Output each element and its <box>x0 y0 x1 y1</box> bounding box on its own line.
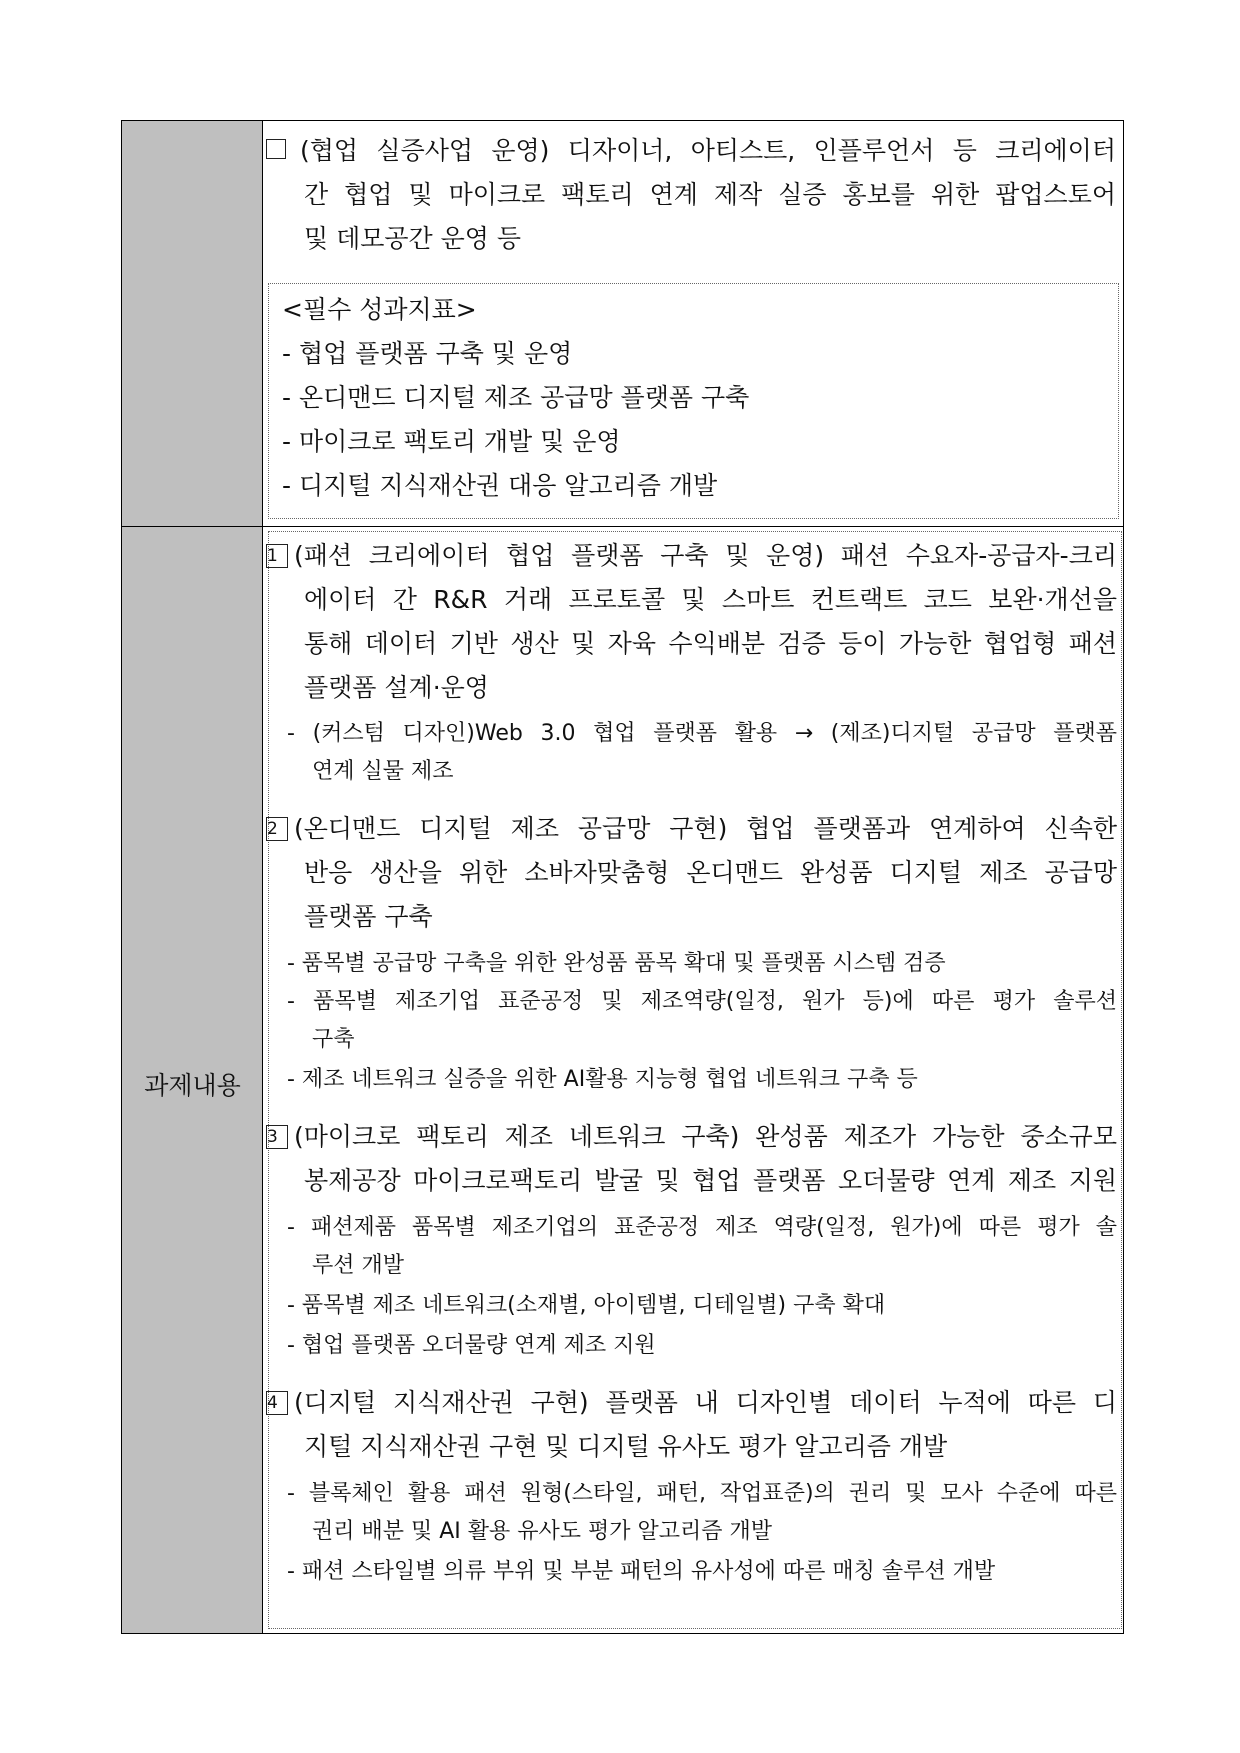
kpi-item: - 온디맨드 디지털 제조 공급망 플랫폼 구축 <box>282 383 750 412</box>
section-1-line: 에이터 간 R&R 거래 프로토콜 및 스마트 컨트랙트 코드 보완·개선을 <box>304 585 1117 614</box>
section-2-bullet: - 품목별 공급망 구축을 위한 완성품 품목 확대 및 플랫폼 시스템 검증 <box>287 951 946 976</box>
kpi-item: - 마이크로 팩토리 개발 및 운영 <box>282 427 621 456</box>
section-1-bullet: - (커스텀 디자인)Web 3.0 협업 플랫폼 활용 → (제조)디지털 공급망 플랫폼 <box>287 721 1117 746</box>
number-box-icon: 1 <box>266 544 288 568</box>
section-3-line: 3 (마이크로 팩토리 제조 네트워크 구축) 완성품 제조가 가능한 중소규모 <box>267 1122 1117 1151</box>
section-3-bullet: - 패션제품 품목별 제조기업의 표준공정 제조 역량(일정, 원가)에 따른 평가 솔 <box>287 1215 1117 1240</box>
section-3-bullet: - 협업 플랫폼 오더물량 연계 제조 지원 <box>287 1333 656 1358</box>
intro-paragraph <box>266 129 1116 173</box>
section-4-bullet-cont: 권리 배분 및 AI 활용 유사도 평가 알고리즘 개발 <box>312 1519 773 1544</box>
section-2-line: 2 (온디맨드 디지털 제조 공급망 구현) 협업 플랫폼과 연계하여 신속한 <box>267 814 1117 843</box>
section-3-bullet: - 품목별 제조 네트워크(소재별, 아이템별, 디테일별) 구축 확대 <box>287 1293 886 1318</box>
intro-paragraph-cont <box>304 217 1116 261</box>
number-box-icon: 2 <box>266 817 288 841</box>
intro-line: (협업 실증사업 운영) 디자이너, 아티스트, 인플루언서 등 크리에이터 <box>300 136 1116 165</box>
section-2-line: 플랫폼 구축 <box>304 902 433 931</box>
section-4-line: 지털 지식재산권 구현 및 디지털 유사도 평가 알고리즘 개발 <box>304 1432 948 1461</box>
kpi-title: <필수 성과지표> <box>282 295 477 324</box>
section-4-bullet: - 블록체인 활용 패션 원형(스타일, 패턴, 작업표준)의 권리 및 모사 수준에 따른 <box>287 1481 1117 1506</box>
section-3-line: 봉제공장 마이크로팩토리 발굴 및 협업 플랫폼 오더물량 연계 제조 지원 <box>304 1166 1117 1195</box>
section-2-line: 반응 생산을 위한 소바자맞춤형 온디맨드 완성품 디지털 제조 공급망 <box>304 858 1117 887</box>
kpi-item: - 협업 플랫폼 구축 및 운영 <box>282 339 573 368</box>
intro-line: 및 데모공간 운영 등 <box>304 224 522 253</box>
number-box-icon: 3 <box>266 1125 288 1149</box>
section-1-bullet-cont: 연계 실물 제조 <box>312 759 454 784</box>
document-table <box>121 120 1124 1634</box>
label-cell-task-content <box>122 526 263 1633</box>
section-3-bullet-cont: 루션 개발 <box>312 1253 405 1278</box>
row-divider <box>122 526 1123 527</box>
intro-line: 간 협업 및 마이크로 팩토리 연계 제작 실증 홍보를 위한 팝업스토어 <box>304 180 1116 209</box>
section-4-line: 4 (디지털 지식재산권 구현) 플랫폼 내 디자인별 데이터 누적에 따른 디 <box>267 1388 1117 1417</box>
row-label: 과제내용 <box>144 1071 241 1100</box>
section-1-line: 플랫폼 설계·운영 <box>304 673 489 702</box>
section-2-bullet: - 품목별 제조기업 표준공정 및 제조역량(일정, 원가 등)에 따른 평가 솔루션 <box>287 989 1117 1014</box>
checkbox-square-icon <box>266 139 286 159</box>
section-2-bullet-cont: 구축 <box>312 1027 355 1052</box>
section-1-line: 통해 데이터 기반 생산 및 자육 수익배분 검증 등이 가능한 협업형 패션 <box>304 629 1117 658</box>
section-1-line: 1 (패션 크리에이터 협업 플랫폼 구축 및 운영) 패션 수요자-공급자-크리 <box>267 541 1117 570</box>
number-box-icon: 4 <box>266 1391 288 1415</box>
label-cell-empty <box>122 121 263 526</box>
section-2-bullet: - 제조 네트워크 실증을 위한 AI활용 지능형 협업 네트워크 구축 등 <box>287 1067 918 1092</box>
section-4-bullet: - 패션 스타일별 의류 부위 및 부분 패턴의 유사성에 따른 매칭 솔루션 개발 <box>287 1559 996 1584</box>
kpi-item: - 디지털 지식재산권 대응 알고리즘 개발 <box>282 471 718 500</box>
intro-paragraph-cont <box>304 173 1116 217</box>
